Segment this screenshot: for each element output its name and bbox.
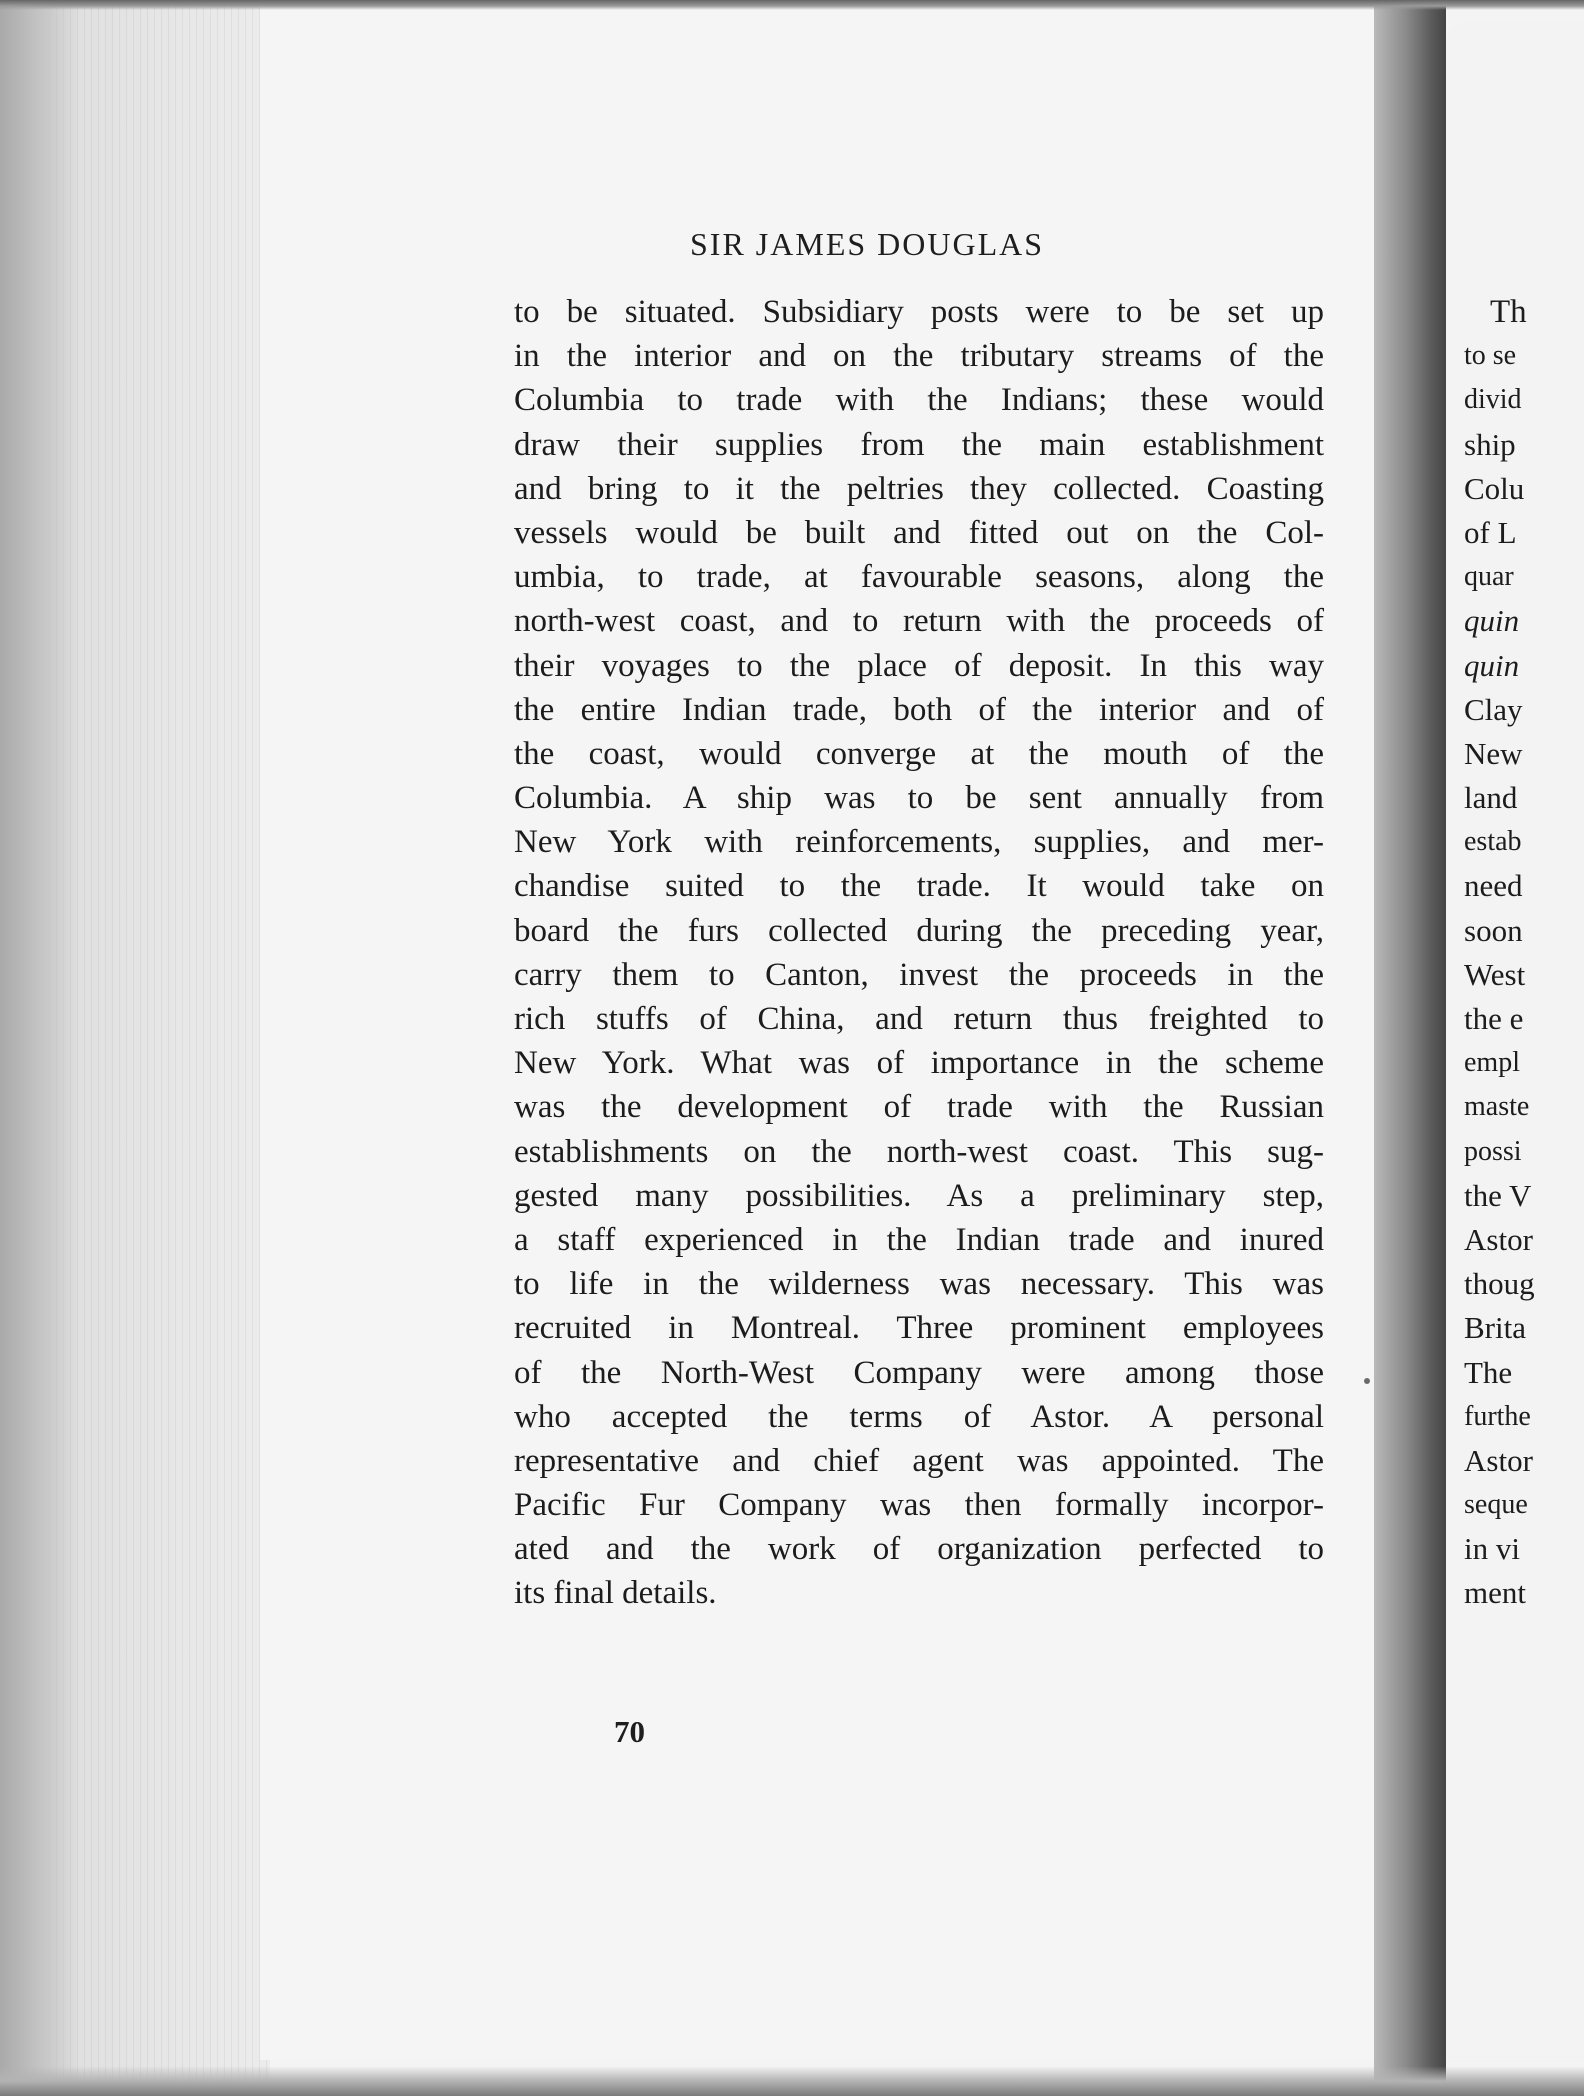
right-page-fragment <box>1446 22 1584 2062</box>
body-line: their voyages to the place of deposit. In this way <box>514 647 1324 684</box>
body-line: New York. What was of importance in the scheme <box>514 1045 1324 1082</box>
right-line: empl <box>1464 1047 1520 1079</box>
right-line: thoug <box>1464 1266 1535 1302</box>
right-line: land <box>1464 780 1518 816</box>
book-gutter-shadow <box>1374 0 1446 2096</box>
right-line: in vi <box>1464 1531 1520 1567</box>
right-line: furthe <box>1464 1400 1531 1432</box>
right-line: soon <box>1464 912 1523 948</box>
body-line: board the furs collected during the preceding year, <box>514 912 1324 949</box>
right-line: to se <box>1464 340 1517 372</box>
right-line: estab <box>1464 826 1522 858</box>
scan-speck <box>1364 1378 1370 1384</box>
right-line: Astor <box>1464 1442 1533 1478</box>
right-line: Th <box>1490 294 1527 330</box>
top-scan-edge <box>0 0 1584 10</box>
right-line: Colu <box>1464 470 1525 506</box>
body-line: and bring to it the peltries they collected. Coasting <box>514 470 1324 507</box>
body-line: chandise suited to the trade. It would take on <box>514 868 1324 905</box>
right-line: New <box>1464 735 1523 771</box>
right-line: seque <box>1464 1489 1528 1521</box>
body-line: rich stuffs of China, and return thus freighted to <box>514 1001 1324 1037</box>
running-head: SIR JAMES DOUGLAS <box>690 226 1045 262</box>
body-line-last: its final details. <box>514 1575 717 1612</box>
right-line: Clay <box>1464 691 1523 727</box>
right-line: Astor <box>1464 1221 1533 1257</box>
body-line: establishments on the north-west coast. This sug- <box>514 1133 1324 1170</box>
right-line: West <box>1464 956 1526 992</box>
body-line: Pacific Fur Company was then formally incorpor- <box>514 1487 1324 1524</box>
right-line: of L <box>1464 514 1517 550</box>
body-line: was the development of trade with the Russian <box>514 1089 1324 1126</box>
body-line: Columbia to trade with the Indians; these would <box>514 382 1324 419</box>
right-line: need <box>1464 868 1523 904</box>
right-line: quin <box>1464 603 1520 639</box>
body-line: to life in the wilderness was necessary. This was <box>514 1266 1324 1303</box>
right-line: Brita <box>1464 1310 1526 1346</box>
bottom-scan-edge <box>0 2066 1584 2096</box>
right-line: ment <box>1464 1575 1526 1611</box>
body-line: umbia, to trade, at favourable seasons, along the <box>514 559 1324 596</box>
body-line: who accepted the terms of Astor. A personal <box>514 1398 1324 1435</box>
right-line: quar <box>1464 561 1514 593</box>
right-line: quin <box>1464 647 1520 683</box>
right-line: the V <box>1464 1177 1532 1213</box>
right-line: possi <box>1464 1135 1522 1167</box>
body-line: to be situated. Subsidiary posts were to be set up <box>514 294 1324 330</box>
body-line: Columbia. A ship was to be sent annually from <box>514 780 1324 817</box>
body-line: the coast, would converge at the mouth of the <box>514 735 1324 772</box>
body-line: a staff experienced in the Indian trade and inured <box>514 1221 1324 1258</box>
body-line: draw their supplies from the main establishment <box>514 426 1324 463</box>
body-line: New York with reinforcements, supplies, and mer- <box>514 824 1324 861</box>
right-line: maste <box>1464 1091 1530 1123</box>
page-number: 70 <box>614 1714 645 1749</box>
body-line: the entire Indian trade, both of the interior and of <box>514 691 1324 728</box>
right-page-text <box>1464 290 1584 1616</box>
right-line: ship <box>1464 426 1516 462</box>
right-line: The <box>1464 1354 1513 1390</box>
body-line: recruited in Montreal. Three prominent employees <box>514 1310 1324 1347</box>
right-line: the e <box>1464 1001 1524 1036</box>
body-line: in the interior and on the tributary streams of the <box>514 338 1324 375</box>
body-line: gested many possibilities. As a preliminary step, <box>514 1177 1324 1214</box>
left-edge-shadow <box>0 0 80 2096</box>
body-line: ated and the work of organization perfected to <box>514 1531 1324 1568</box>
body-text <box>514 290 1324 1616</box>
body-line: of the North-West Company were among those <box>514 1354 1324 1391</box>
body-line: north-west coast, and to return with the proceeds of <box>514 603 1324 640</box>
right-line: divid <box>1464 384 1522 416</box>
body-line: carry them to Canton, invest the proceeds in the <box>514 956 1324 993</box>
body-line: representative and chief agent was appointed. The <box>514 1442 1324 1479</box>
body-line: vessels would be built and fitted out on the Col- <box>514 514 1324 551</box>
